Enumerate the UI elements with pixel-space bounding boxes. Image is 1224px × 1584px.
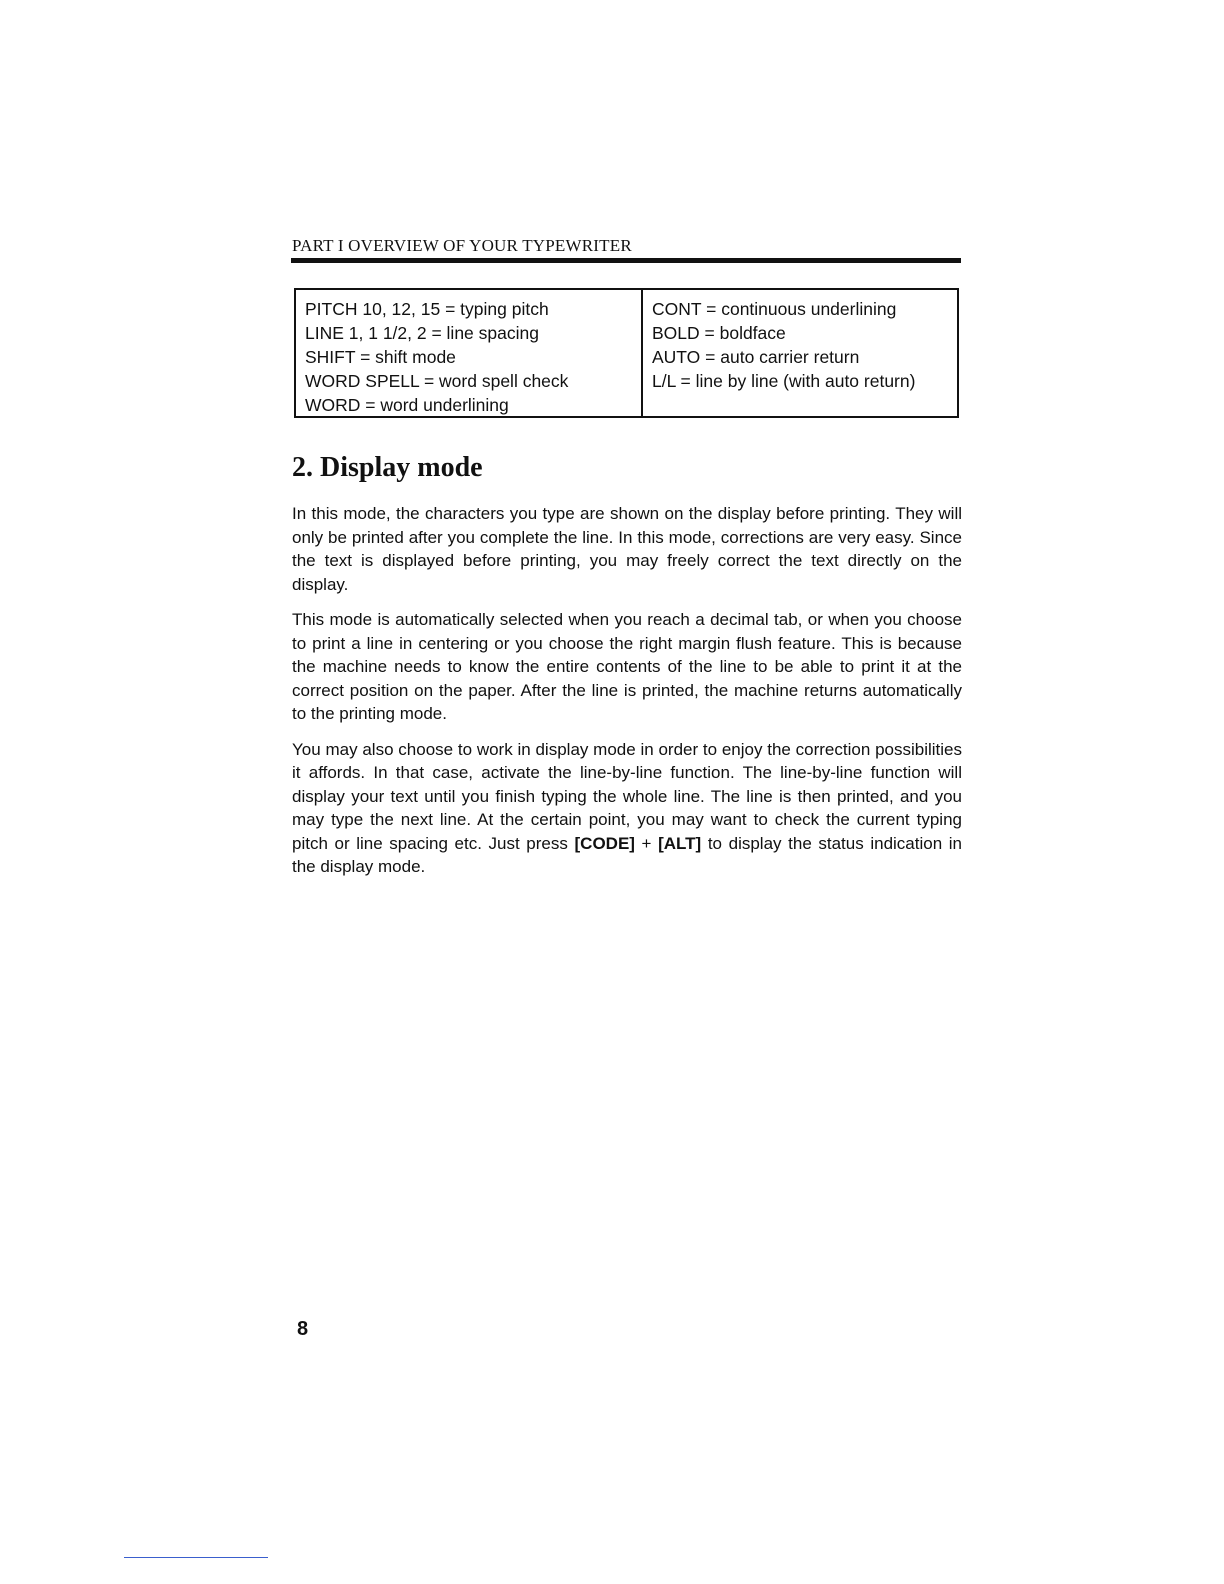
legend-column-left xyxy=(296,290,643,416)
legend-item: AUTO = auto carrier return xyxy=(652,347,860,367)
paragraph xyxy=(292,738,962,879)
header-rule xyxy=(291,258,961,263)
legend-item: CONT = continuous underlining xyxy=(652,299,897,319)
legend-item: PITCH 10, 12, 15 = typing pitch xyxy=(305,299,549,319)
legend-item: L/L = line by line (with auto return) xyxy=(652,371,916,391)
legend-item: LINE 1, 1 1/2, 2 = line spacing xyxy=(305,323,539,343)
alt-key-label: [ALT] xyxy=(658,833,702,853)
plus-sign: + xyxy=(634,833,659,853)
status-legend-table xyxy=(294,288,959,418)
legend-item: BOLD = boldface xyxy=(652,323,786,343)
paragraph: In this mode, the characters you type are shown on the display before printing. They will only be printed after you complete the line. In this mode, corrections are very easy. Since the text is displayed before printing, you may freely correct the text directly on the display. xyxy=(292,504,962,594)
code-key-label: [CODE] xyxy=(574,833,635,853)
section-body xyxy=(292,502,962,891)
legend-column-right xyxy=(643,290,957,416)
paragraph: This mode is automatically selected when you reach a decimal tab, or when you choose to print a line in centering or you choose the right margin flush feature. This is because the machine needs to know the entire contents of the line to be able to print it at the correct position on the paper. After the line is printed, the machine returns automatically to the printing mode. xyxy=(292,610,962,723)
legend-item: SHIFT = shift mode xyxy=(305,347,456,367)
section-title: 2. Display mode xyxy=(292,452,483,483)
legend-item: WORD SPELL = word spell check xyxy=(305,371,569,391)
bottom-rule xyxy=(124,1557,268,1558)
legend-item: WORD = word underlining xyxy=(305,395,509,415)
paragraph-tail: to display the status indication in the display mode. xyxy=(292,833,963,876)
paragraph-text: You may also choose to work in display mode in order to enjoy the correction possibilities it affords. In that case, activate the line-by-line function. The line-by-line function will display your text until you finish typing the whole line. The line is then printed, and you may type the next line. At the certain point, you may want to check the current typing pitch or line spacing etc. Just press xyxy=(292,739,962,853)
page-number: 8 xyxy=(297,1318,309,1340)
running-header: PART I OVERVIEW OF YOUR TYPEWRITER xyxy=(292,236,632,255)
